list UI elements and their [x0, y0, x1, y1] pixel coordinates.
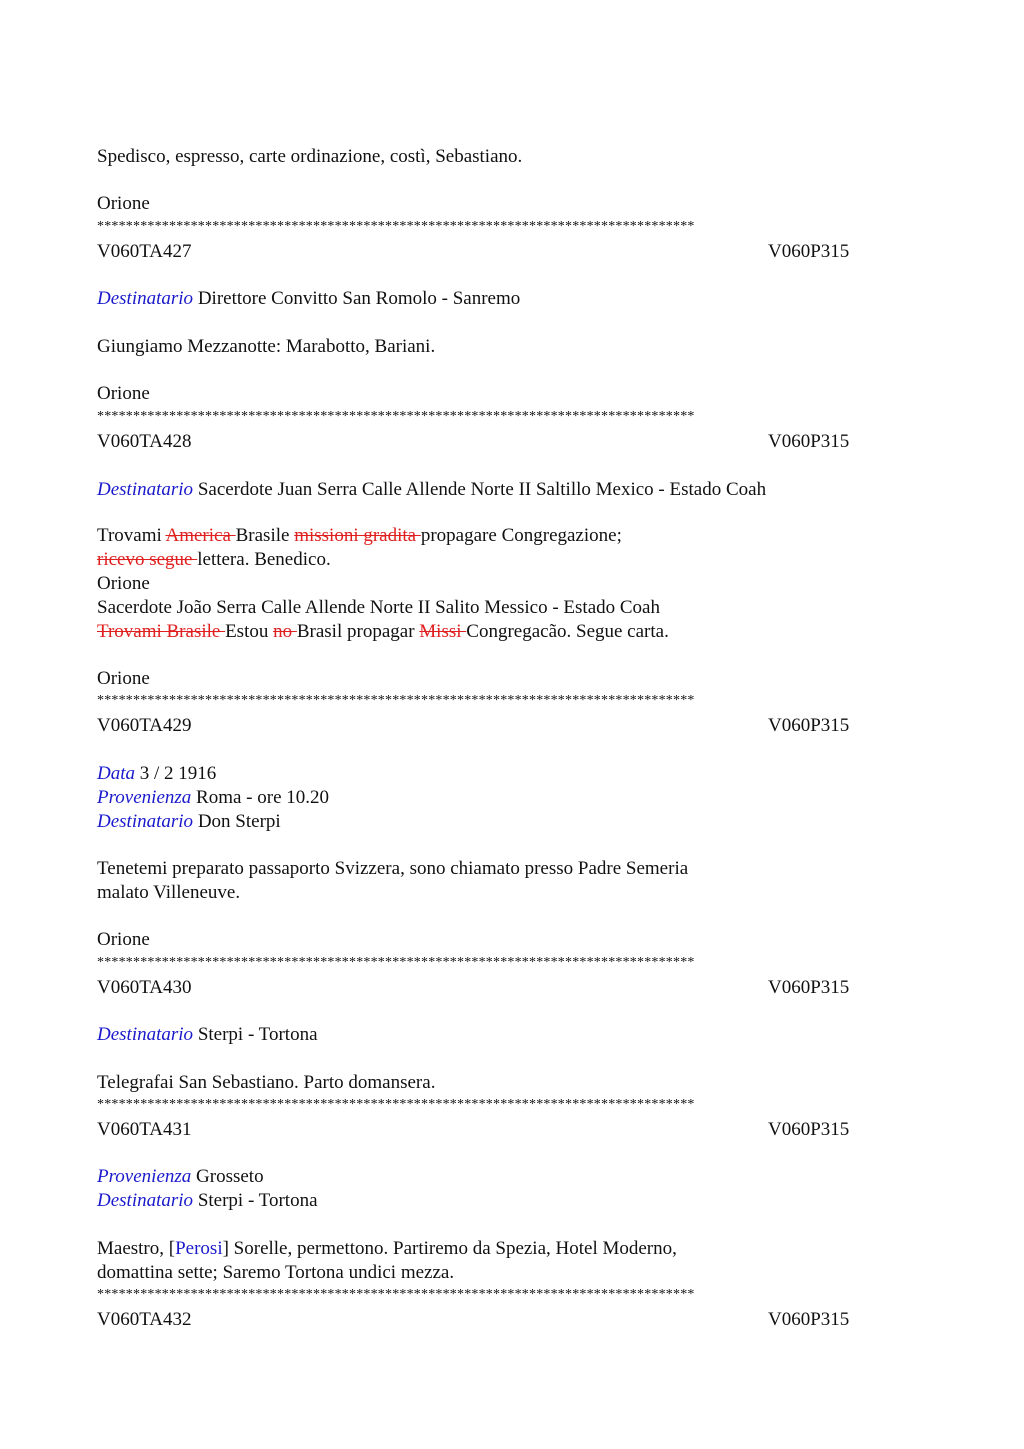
page-ref: V060P315	[768, 241, 850, 262]
recipient-value: Direttore Convitto San Romolo - Sanremo	[197, 288, 521, 309]
separator: ***********************************************************************************	[97, 955, 695, 970]
date-label: Data	[97, 763, 135, 784]
telegram-id: V060TA429	[97, 715, 192, 736]
text-run: lettera. Benedico.	[197, 549, 331, 570]
page-ref: V060P315	[768, 1309, 850, 1330]
telegram-text	[97, 548, 331, 572]
date-line	[97, 762, 216, 786]
recipient-line	[97, 1023, 318, 1047]
text-run: Brasil propagar	[296, 621, 420, 642]
recipient-line	[97, 478, 766, 502]
deleted-text: Trovami Brasile	[97, 621, 226, 642]
telegram-text	[97, 1237, 677, 1261]
origin-line	[97, 1165, 264, 1189]
telegram-text: Sacerdote João Serra Calle Allende Norte II Salito Messico - Estado Coah	[97, 597, 660, 618]
text-run: Maestro,	[97, 1238, 169, 1259]
recipient-label: Destinatario	[97, 1190, 194, 1211]
page-ref: V060P315	[768, 431, 850, 452]
signature: Orione	[97, 929, 150, 950]
recipient-line	[97, 287, 520, 311]
deleted-text: no	[273, 621, 297, 642]
date-value: 3 / 2 1916	[139, 763, 217, 784]
telegram-text: domattina sette; Saremo Tortona undici mezza.	[97, 1262, 455, 1283]
bracket: ]	[222, 1238, 229, 1259]
text-run: Congregacão. Segue carta.	[466, 621, 669, 642]
recipient-value: Sterpi - Tortona	[197, 1024, 318, 1045]
deleted-text: Missi	[419, 621, 467, 642]
text-run: Brasile	[235, 525, 295, 546]
telegram-text: malato Villeneuve.	[97, 882, 241, 903]
telegram-id: V060TA431	[97, 1119, 192, 1140]
telegram-text: Spedisco, espresso, carte ordinazione, costì, Sebastiano.	[97, 146, 523, 167]
signature: Orione	[97, 668, 150, 689]
separator: ***********************************************************************************	[97, 1287, 695, 1302]
telegram-text: Giungiamo Mezzanotte: Marabotto, Bariani.	[97, 336, 436, 357]
editorial-insert: Perosi	[175, 1238, 223, 1259]
text-run: Estou	[225, 621, 274, 642]
origin-line	[97, 786, 329, 810]
separator: ***********************************************************************************	[97, 409, 695, 424]
separator: ***********************************************************************************	[97, 693, 695, 708]
telegram-text: Telegrafai San Sebastiano. Parto domansera.	[97, 1072, 436, 1093]
telegram-text: Tenetemi preparato passaporto Svizzera, sono chiamato presso Padre Semeria	[97, 858, 689, 879]
separator: ***********************************************************************************	[97, 1097, 695, 1112]
origin-label: Provenienza	[97, 787, 192, 808]
signature: Orione	[97, 193, 150, 214]
page-ref: V060P315	[768, 715, 850, 736]
signature: Orione	[97, 573, 150, 594]
recipient-label: Destinatario	[97, 811, 194, 832]
text-run: propagare Congregazione;	[420, 525, 622, 546]
bracket: [	[168, 1238, 176, 1259]
text-run: Sorelle, permettono. Partiremo da Spezia, Hotel Moderno,	[228, 1238, 677, 1259]
signature: Orione	[97, 383, 150, 404]
recipient-value: Sacerdote Juan Serra Calle Allende Norte II Saltillo Mexico - Estado Coah	[197, 479, 767, 500]
recipient-value: Sterpi - Tortona	[197, 1190, 318, 1211]
telegram-text	[97, 620, 669, 644]
telegram-id: V060TA432	[97, 1309, 192, 1330]
deleted-text: America	[165, 525, 236, 546]
telegram-id: V060TA427	[97, 241, 192, 262]
origin-value: Grosseto	[196, 1166, 264, 1187]
recipient-label: Destinatario	[97, 288, 194, 309]
telegram-id: V060TA430	[97, 977, 192, 998]
deleted-text: ricevo segue	[97, 549, 198, 570]
recipient-value: Don Sterpi	[197, 811, 281, 832]
text-run: Trovami	[97, 525, 166, 546]
recipient-label: Destinatario	[97, 479, 194, 500]
deleted-text: missioni gradita	[294, 525, 421, 546]
telegram-text	[97, 524, 622, 548]
telegram-id: V060TA428	[97, 431, 192, 452]
recipient-label: Destinatario	[97, 1024, 194, 1045]
origin-label: Provenienza	[97, 1166, 192, 1187]
recipient-line	[97, 810, 281, 834]
origin-value: Roma - ore 10.20	[196, 787, 330, 808]
separator: ***********************************************************************************	[97, 219, 695, 234]
recipient-line	[97, 1189, 318, 1213]
page-ref: V060P315	[768, 977, 850, 998]
page-ref: V060P315	[768, 1119, 850, 1140]
